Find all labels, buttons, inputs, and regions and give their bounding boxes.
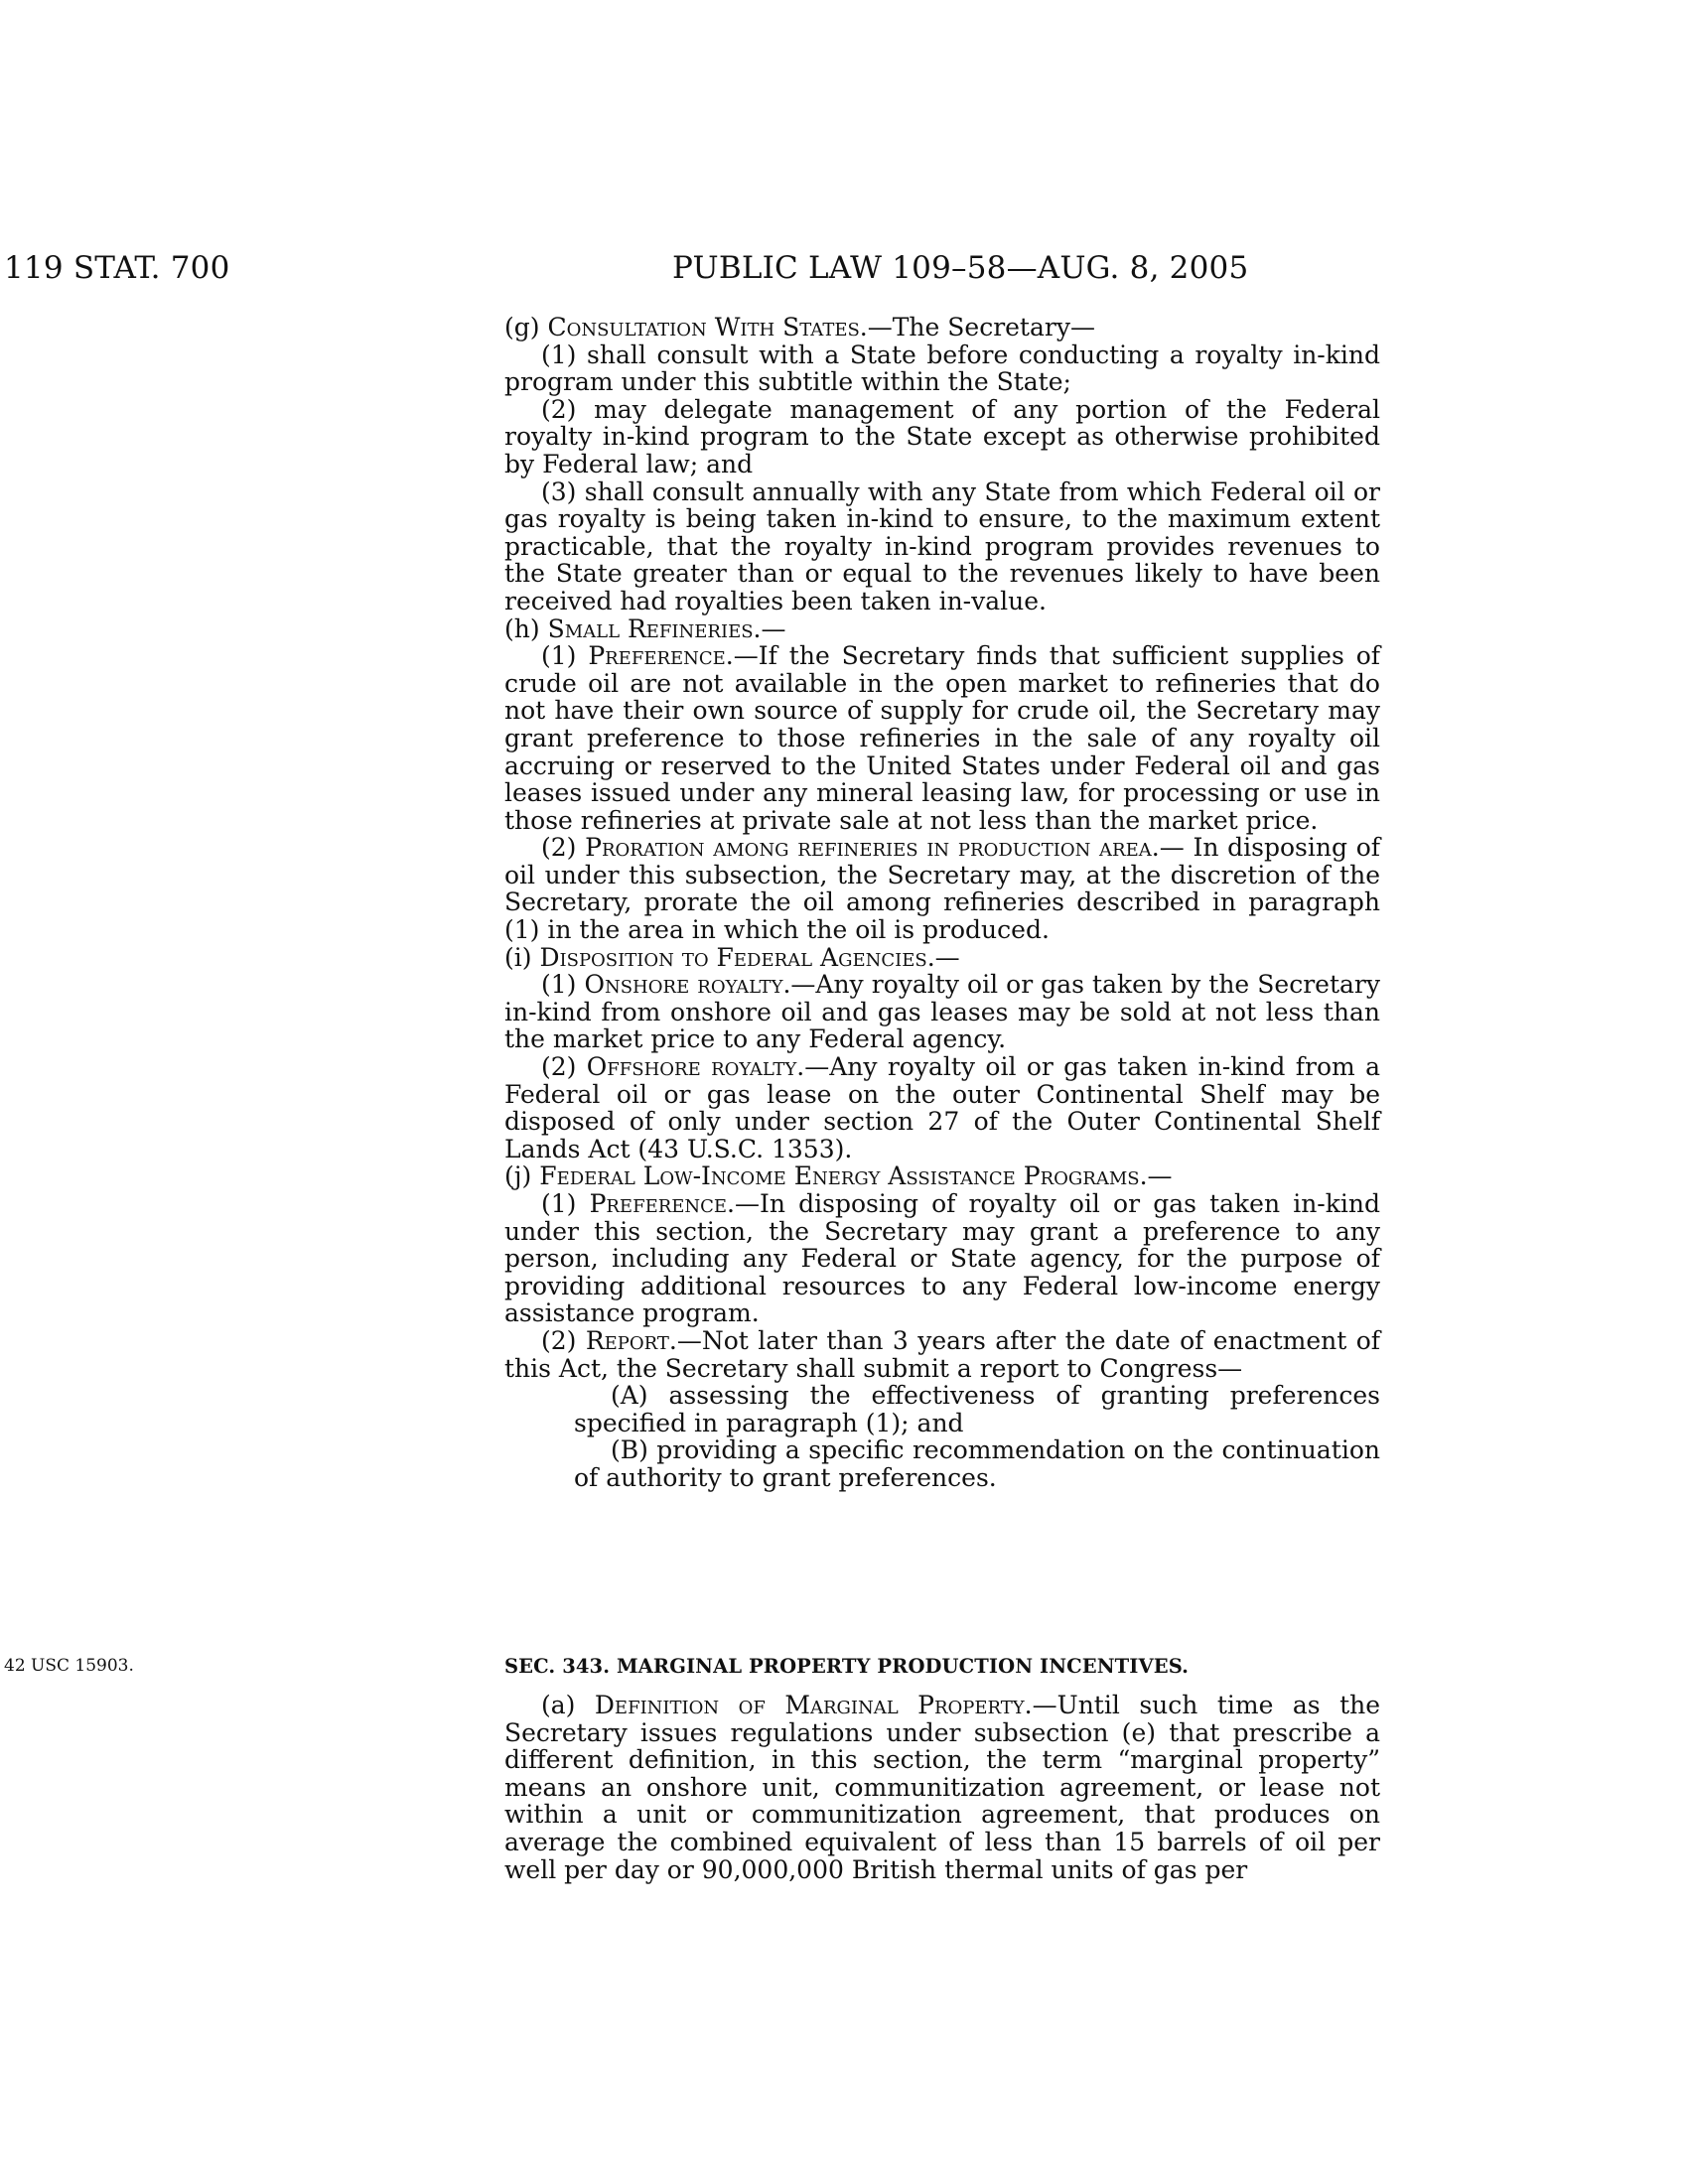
subparagraph-jA: (A) assessing the effectiveness of granting preferences specified in paragraph (1); and: [574, 1381, 1380, 1437]
section-343-title: SEC. 343. MARGINAL PROPERTY PRODUCTION INCENTIVES.: [504, 1655, 1190, 1678]
paragraph-g1: (1) shall consult with a State before conducting a royalty in-kind program under this subtitle within the State;: [504, 340, 1380, 397]
section-343-text: [504, 1692, 1380, 1883]
subparagraph-jB: (B) providing a specific recommendation on the continuation of authority to grant preferences.: [574, 1435, 1380, 1492]
subsection-i-text: —: [934, 942, 960, 972]
subsection-j-heading: Federal Low-Income Energy Assistance Programs.: [539, 1161, 1148, 1191]
paragraph-i1: (1) Onshore royalty.—Any royalty oil or gas taken by the Secretary in-kind from onshore oil and gas leases may be sold at not less than the market price to any Federal agency.: [504, 970, 1380, 1054]
paragraph-g3: (3) shall consult annually with any State from which Federal oil or gas royalty is being taken in-kind to ensure, to the maximum extent practicable, that the royalty in-kind program provides revenues to the State greater than or equal to the revenues likely to have been received had royalties been taken in-value.: [504, 477, 1380, 615]
subsection-a-text: —Until such time as the Secretary issues regulations under subsection (e) that prescribe a different definition, in this section, the term “marginal property” means an onshore unit, communitization agreement, or lease not within a unit or communitization agreement, that produces on average the combined equivalent of less than 15 barrels of oil per well per day or 90,000,000 British thermal units of gas per: [504, 1691, 1381, 1884]
section-heading: [504, 1651, 1380, 1681]
paragraph-i1-heading: Onshore royalty.: [584, 970, 791, 1000]
paragraph-h1-text: —If the Secretary finds that sufficient supplies of crude oil are not available in the open market to refineries that do not have their own source of supply for crude oil, the Secretary may grant preference to those refineries in the sale of any royalty oil accruing or reserved to the United States under Federal oil and gas leases issued under any mineral leasing law, for processing or use in those refineries at private sale at not less than the market price.: [504, 641, 1380, 835]
paragraph-i1-text: —Any royalty oil or gas taken by the Secretary in-kind from onshore oil and gas leases may be sold at not less than the market price to any Federal agency.: [504, 970, 1380, 1054]
subsection-h: (h) Small Refineries.—: [504, 614, 786, 643]
subsection-a: (a) Definition of Marginal Property.—Until such time as the Secretary issues regulations under subsection (e) that prescribe a different definition, in this section, the term “marginal property” means an onshore unit, communitization agreement, or lease not within a unit or communitization agreement, that produces on average the combined equivalent of less than 15 barrels of oil per well per day or 90,000,000 British thermal units of gas per: [504, 1691, 1381, 1884]
subsection-g-heading: Consultation With States.: [547, 313, 868, 341]
subsection-a-heading: Definition of Marginal Property.: [594, 1691, 1033, 1719]
paragraph-i2-heading: Offshore royalty.: [586, 1052, 805, 1082]
paragraph-j1-heading: Preference.: [589, 1189, 736, 1218]
subsection-i: (i) Disposition to Federal Agencies.—: [504, 942, 960, 972]
paragraph-g2: (2) may delegate management of any portion of the Federal royalty in-kind program to the State except as otherwise prohibited by Federal law; and: [504, 394, 1380, 478]
paragraph-j1-text: —In disposing of royalty oil or gas taken in-kind under this section, the Secretary may grant a preference to any person, including any Federal or State agency, for the purpose of providing additional resources to any Federal low-income energy assistance program.: [504, 1189, 1381, 1328]
paragraph-j2-heading: Report.: [585, 1325, 677, 1355]
subsection-h-heading: Small Refineries.: [547, 614, 762, 643]
paragraph-h2-text: — In disposing of oil under this subsection, the Secretary may, at the discretion of the Secretary, prorate the oil among refineries described in paragraph (1) in the area in which the oil is produced.: [504, 833, 1381, 945]
paragraph-j2-text: —Not later than 3 years after the date of enactment of this Act, the Secretary shall submit a report to Congress—: [504, 1325, 1381, 1383]
page-number: 119 STAT. 700: [4, 250, 230, 286]
paragraph-i2-text: —Any royalty oil or gas taken in-kind from a Federal oil or gas lease on the outer Continental Shelf may be disposed of only under section 27 of the Outer Continental Shelf Lands Act (43 U.S.C. 1353).: [504, 1052, 1381, 1163]
paragraph-h1: (1) Preference.—If the Secretary finds that sufficient supplies of crude oil are not available in the open market to refineries that do not have their own source of supply for crude oil, the Secretary may grant preference to those refineries in the sale of any royalty oil accruing or reserved to the United States under Federal oil and gas leases issued under any mineral leasing law, for processing or use in those refineries at private sale at not less than the market price.: [504, 641, 1380, 835]
subsection-j-text: —: [1147, 1161, 1173, 1191]
paragraph-h1-heading: Preference.: [588, 641, 734, 671]
paragraph-j1: (1) Preference.—In disposing of royalty oil or gas taken in-kind under this section, the Secretary may grant a preference to any person, including any Federal or State agency, for the purpose of providing additional resources to any Federal low-income energy assistance program.: [504, 1189, 1381, 1328]
statute-text-continued: [504, 314, 1380, 1492]
paragraph-h2-heading: Proration among refineries in production area.: [585, 833, 1160, 863]
paragraph-j2: (2) Report.—Not later than 3 years after the date of enactment of this Act, the Secretary shall submit a report to Congress—: [504, 1325, 1381, 1383]
margin-note-usc: 42 USC 15903.: [4, 1656, 134, 1676]
paragraph-h2: (2) Proration among refineries in production area.— In disposing of oil under this subsection, the Secretary may, at the discretion of the Secretary, prorate the oil among refineries described in paragraph (1) in the area in which the oil is produced.: [504, 833, 1381, 945]
subsection-j: (j) Federal Low-Income Energy Assistance Programs.—: [504, 1161, 1173, 1191]
subsection-g-text: —The Secretary—: [867, 313, 1095, 341]
subsection-h-text: —: [761, 614, 786, 643]
paragraph-i2: (2) Offshore royalty.—Any royalty oil or gas taken in-kind from a Federal oil or gas lease on the outer Continental Shelf may be disposed of only under section 27 of the Outer Continental Shelf Lands Act (43 U.S.C. 1353).: [504, 1052, 1381, 1163]
running-head: PUBLIC LAW 109–58—AUG. 8, 2005: [672, 250, 1249, 286]
subsection-g: (g) Consultation With States.—The Secretary—: [504, 313, 1095, 341]
subsection-i-heading: Disposition to Federal Agencies.: [539, 942, 935, 972]
